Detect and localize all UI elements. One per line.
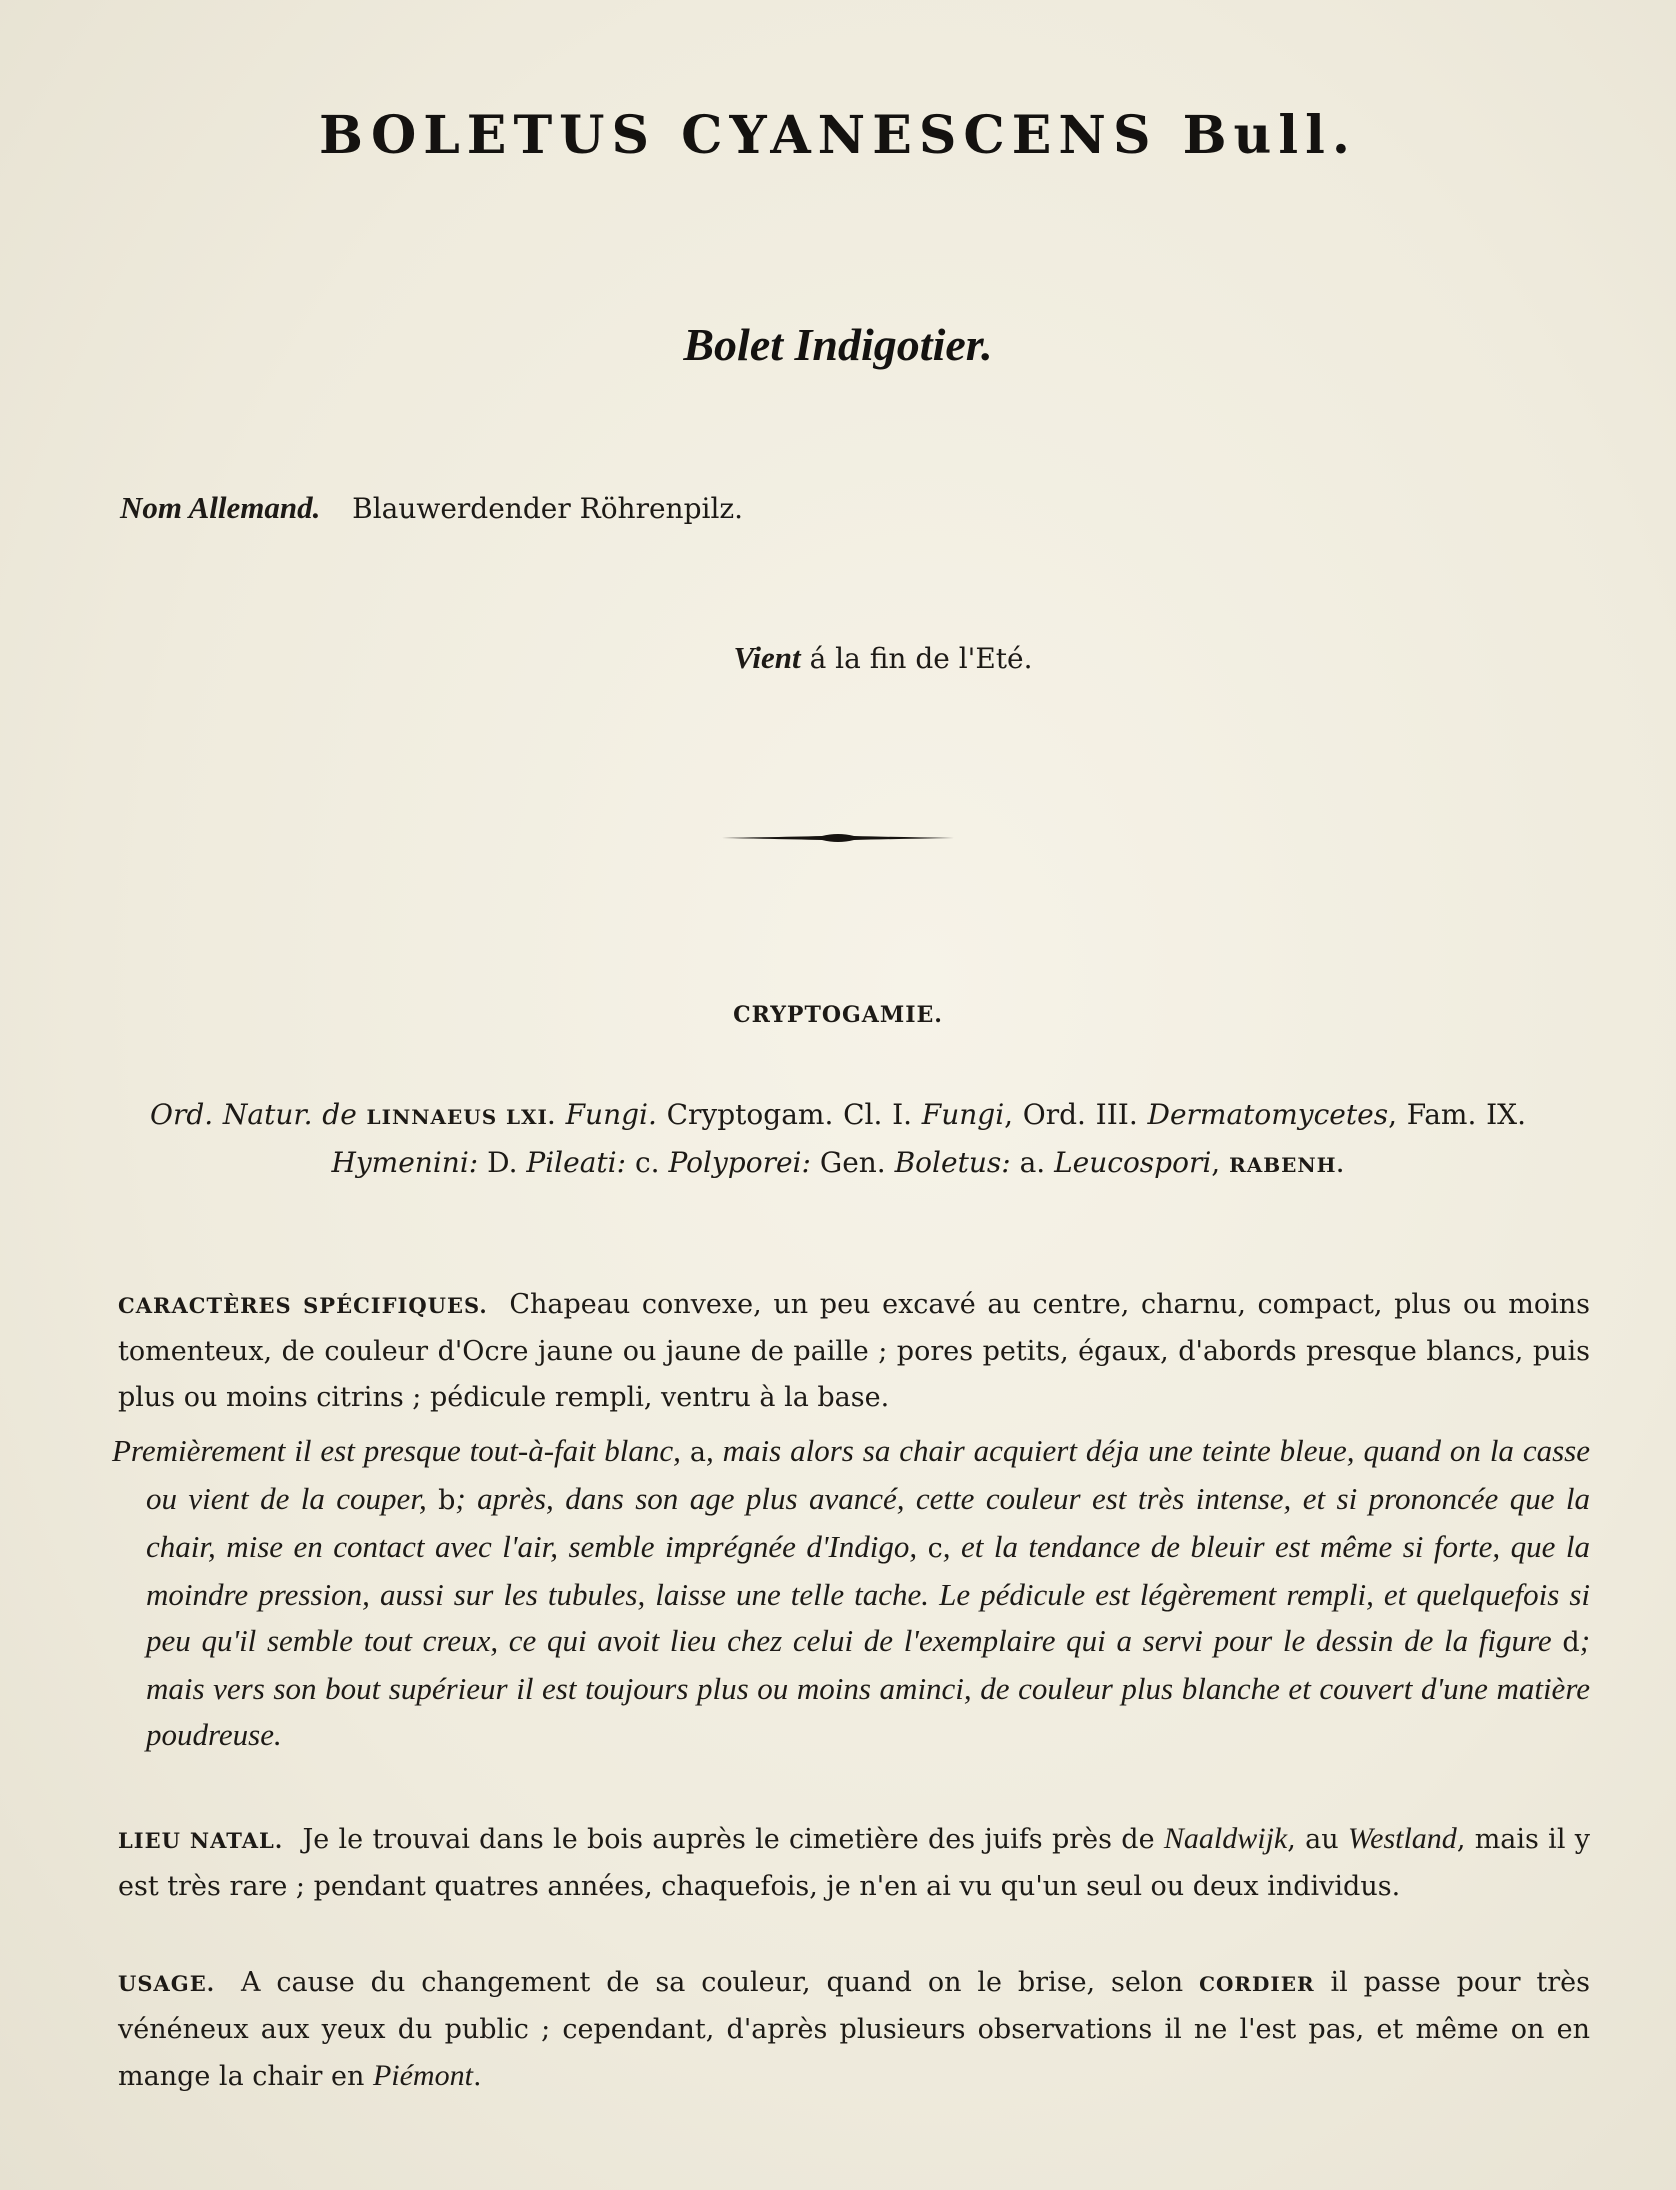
usage-heading: USAGE. [118, 1971, 216, 1996]
figure-letter: c [927, 1533, 943, 1564]
season-line [0, 640, 1676, 676]
usage-text: A cause du changement de sa couleur, quand on le brise, selon [240, 1967, 1184, 1998]
classification-paragraph [150, 1092, 1526, 1188]
classification-text: RABENH. [1229, 1153, 1345, 1177]
usage-text: il passe pour très vénéneux aux yeux du public ; cependant, d'après plusieurs observations il ne l'est pas, et même on en mange la chair en [118, 1967, 1590, 2092]
characters-text: Chapeau convexe, un peu excavé au centre, charnu, compact, plus ou moins tomenteux, de couleur d'Ocre jaune ou jaune de paille ; pores petits, égaux, d'abords presque blancs, puis plus ou moins citrins ; pédicule rempli, ventru à la base. [118, 1289, 1590, 1413]
classification-text: a. [1019, 1146, 1046, 1179]
usage-text: . [472, 2061, 482, 2092]
classification-text: , Ord. III. [1004, 1098, 1138, 1131]
characters-paragraph [118, 1282, 1590, 1421]
place-name: Westland [1347, 1822, 1457, 1855]
german-name-line [120, 490, 1676, 526]
description-paragraph [112, 1428, 1590, 1758]
classification-text: Cryptogam. Cl. I. [666, 1098, 913, 1131]
description-text: ; après, dans son age plus avancé, cette couleur est très intense, et si prononcée que la chair, mise en contact avec l'air, semble imprégnée d'Indigo, [146, 1481, 1591, 1564]
season-label: Vient [733, 640, 801, 675]
author-name: CORDIER [1199, 1972, 1315, 1996]
habitat-text: , au [1287, 1824, 1339, 1855]
classification-text: LINNAEUS LXI. [366, 1105, 556, 1129]
usage-paragraph [118, 1960, 1590, 2100]
figure-letter: b [438, 1485, 456, 1516]
habitat-heading: LIEU NATAL. [118, 1828, 284, 1853]
classification-text: Ord. Natur. de [150, 1098, 357, 1131]
characters-heading: CARACTÈRES SPÉCIFIQUES. [118, 1293, 488, 1318]
description-text: , mais alors sa chair acquiert déja une teinte bleue, quand on la casse ou vient de la couper, [146, 1433, 1590, 1516]
german-name-value: Blauwerdender Röhrenpilz. [352, 492, 744, 525]
place-name: Piémont [372, 2059, 473, 2092]
description-text: , et la tendance de bleuir est même si forte, que la moindre pression, aussi sur les tubules, laisse une telle tache. Le pédicule est légèrement rempli, et quelquefois si peu qu'il semble tout creux, ce qui avoit lieu chez celui de l'exemplaire qui a servi pour le dessin de la figure [146, 1529, 1591, 1658]
german-name-label: Nom Allemand. [120, 490, 321, 525]
classification-text: Leucospori [1054, 1146, 1212, 1179]
ornamental-rule [722, 830, 954, 846]
classification-text: Fungi. [565, 1098, 657, 1131]
classification-text: Hymenini: [331, 1146, 479, 1179]
description-text: ; mais vers son bout supérieur il est toujours plus ou moins aminci, de couleur plus blanche et couvert d'une matière poudreuse. [146, 1623, 1591, 1752]
figure-letter: d [1562, 1627, 1580, 1658]
description-text: Premièrement il est presque tout-à-fait blanc, [112, 1433, 681, 1468]
habitat-paragraph [118, 1816, 1590, 1910]
classification-text: Gen. [819, 1146, 886, 1179]
classification-text: c. [634, 1146, 660, 1179]
habitat-text: , mais il y est très rare ; pendant quatres années, chaquefois, je n'en ai vu qu'un seul ou deux individus. [118, 1824, 1591, 1902]
classification-text: D. [487, 1146, 518, 1179]
section-heading: CRYPTOGAMIE. [733, 1002, 943, 1028]
season-text: á la fin de l'Eté. [809, 642, 1033, 675]
habitat-text: Je le trouvai dans le bois auprès le cimetière des juifs près de [302, 1824, 1155, 1855]
classification-text: , [1211, 1146, 1221, 1179]
classification-text: Polyporei: [668, 1146, 811, 1179]
classification-text: Dermatomycetes [1147, 1098, 1389, 1131]
classification-text: Pileati: [526, 1146, 627, 1179]
place-name: Naaldwijk [1163, 1822, 1288, 1855]
french-name: Bolet Indigotier. [683, 319, 993, 370]
classification-text: Fungi [921, 1098, 1005, 1131]
page-title: BOLETUS CYANESCENS Bull. [319, 105, 1357, 166]
classification-text: Boletus: [894, 1146, 1011, 1179]
figure-letter: a [689, 1437, 706, 1468]
classification-text: , Fam. IX. [1388, 1098, 1526, 1131]
